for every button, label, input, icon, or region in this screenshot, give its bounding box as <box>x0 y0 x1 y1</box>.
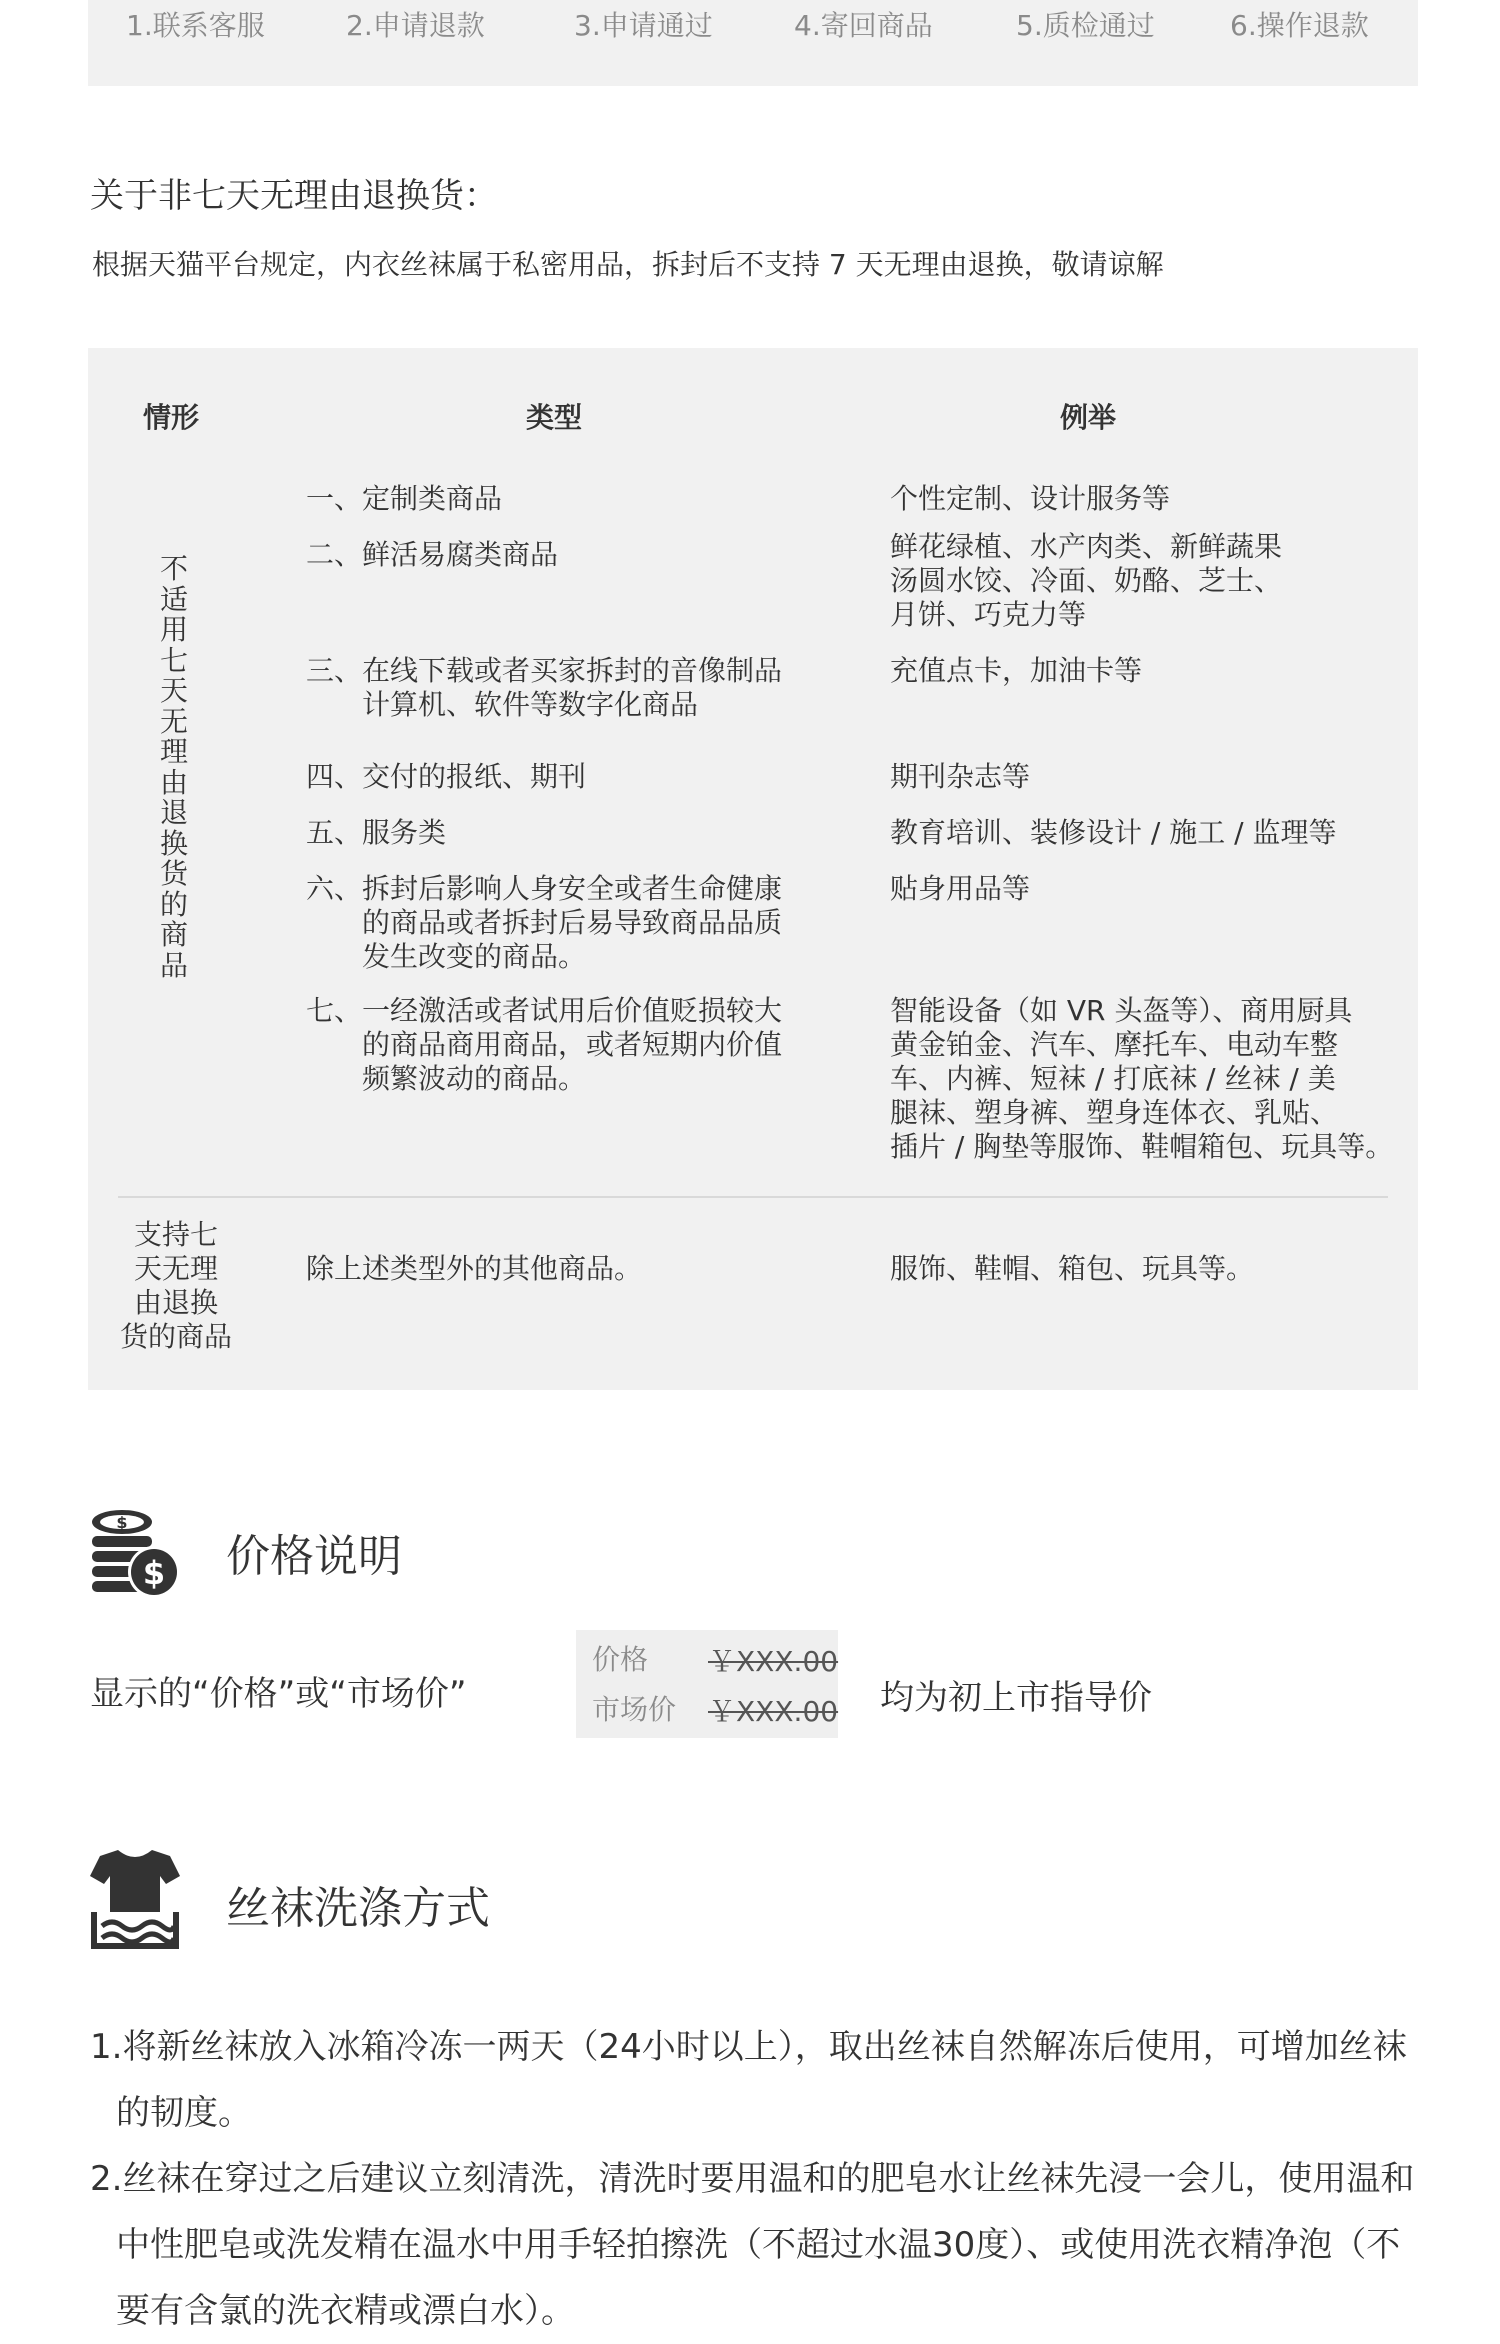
header-type: 类型 <box>526 401 583 434</box>
supported-example: 服饰、鞋帽、箱包、玩具等。 <box>890 1252 1255 1285</box>
row-4-example: 期刊杂志等 <box>890 760 1031 793</box>
row-5-type: 五、服务类 <box>306 816 447 849</box>
wash-item-1: 1.将新丝袜放入冰箱冷冻一两天（24小时以上），取出丝袜自然解冻后使用，可增加丝袜的韧度。 <box>90 2027 1407 2133</box>
svg-text:$: $ <box>116 1513 128 1532</box>
price-value: ￥XXX.00 <box>708 1645 839 1678</box>
row-3-example: 充值点卡，加油卡等 <box>890 654 1143 687</box>
step-5: 5.质检通过 <box>1016 9 1155 42</box>
wash-item-2: 2.丝袜在穿过之后建议立刻清洗，清洗时要用温和的肥皂水让丝袜先浸一会儿，使用温和中性肥皂或洗发精在温水中用手轻拍擦洗（不超过水温30度）、或使用洗衣精净泡（不要有含氯的洗衣精或漂白水）。 <box>90 2159 1415 2331</box>
row-7-example: 智能设备（如 VR 头盔等）、商用厨具 黄金铂金、汽车、摩托车、电动车整 车、内裤、短袜 / 打底袜 / 丝袜 / 美 腿袜、塑身裤、塑身连体衣、乳贴、 插片 / 胸垫等服饰、鞋帽箱包、玩具等。 <box>890 994 1394 1163</box>
row-4-type: 四、交付的报纸、期刊 <box>306 760 587 793</box>
row-2-type: 二、鲜活易腐类商品 <box>306 538 559 571</box>
step-4: 4.寄回商品 <box>794 9 933 42</box>
market-price-label: 市场价 <box>592 1693 677 1726</box>
price-guide-text: 均为初上市指导价 <box>880 1678 1152 1718</box>
step-6: 6.操作退款 <box>1230 9 1369 42</box>
header-situation: 情形 <box>143 401 200 434</box>
wash-section-title: 丝袜洗涤方式 <box>226 1883 490 1934</box>
return-policy-table <box>88 348 1418 1390</box>
row-6-type: 六、拆封后影响人身安全或者生命健康 的商品或者拆封后易导致商品品质 发生改变的商品。 <box>306 872 783 973</box>
table-divider <box>118 1196 1388 1198</box>
svg-text:$: $ <box>142 1554 166 1592</box>
step-1: 1.联系客服 <box>126 9 265 42</box>
supported-type: 除上述类型外的其他商品。 <box>306 1252 643 1285</box>
row-1-example: 个性定制、设计服务等 <box>890 482 1171 515</box>
step-2: 2.申请退款 <box>346 9 485 42</box>
refund-steps-bar <box>88 0 1418 86</box>
row-6-example: 贴身用品等 <box>890 872 1031 905</box>
price-display-text: 显示的“价格”或“市场价” <box>90 1674 467 1714</box>
not-applicable-label: 不适用七天无理由退换货的商品 <box>159 552 188 982</box>
wash-instructions <box>90 2014 1420 2344</box>
price-label: 价格 <box>592 1643 649 1676</box>
coins-dollar-icon <box>88 1506 182 1600</box>
tshirt-wash-icon <box>88 1846 182 1954</box>
row-1-type: 一、定制类商品 <box>306 482 503 515</box>
supported-label: 支持七 天无理 由退换 货的商品 <box>119 1218 232 1353</box>
return-policy-desc: 根据天猫平台规定，内衣丝袜属于私密用品，拆封后不支持 7 天无理由退换，敬请谅解 <box>92 248 1164 281</box>
price-sample-box <box>576 1630 838 1738</box>
row-2-example: 鲜花绿植、水产肉类、新鲜蔬果 汤圆水饺、冷面、奶酪、芝士、 月饼、巧克力等 <box>890 530 1283 631</box>
header-example: 例举 <box>1060 401 1117 434</box>
market-price-value: ￥XXX.00 <box>708 1695 839 1728</box>
row-3-type: 三、在线下载或者买家拆封的音像制品 计算机、软件等数字化商品 <box>306 654 783 721</box>
step-3: 3.申请通过 <box>574 9 713 42</box>
row-7-type: 七、一经激活或者试用后价值贬损较大 的商品商用商品，或者短期内价值 频繁波动的商品。 <box>306 994 783 1095</box>
return-policy-title: 关于非七天无理由退换货： <box>90 176 498 216</box>
price-section-title: 价格说明 <box>226 1531 402 1582</box>
row-5-example: 教育培训、装修设计 / 施工 / 监理等 <box>890 816 1337 849</box>
